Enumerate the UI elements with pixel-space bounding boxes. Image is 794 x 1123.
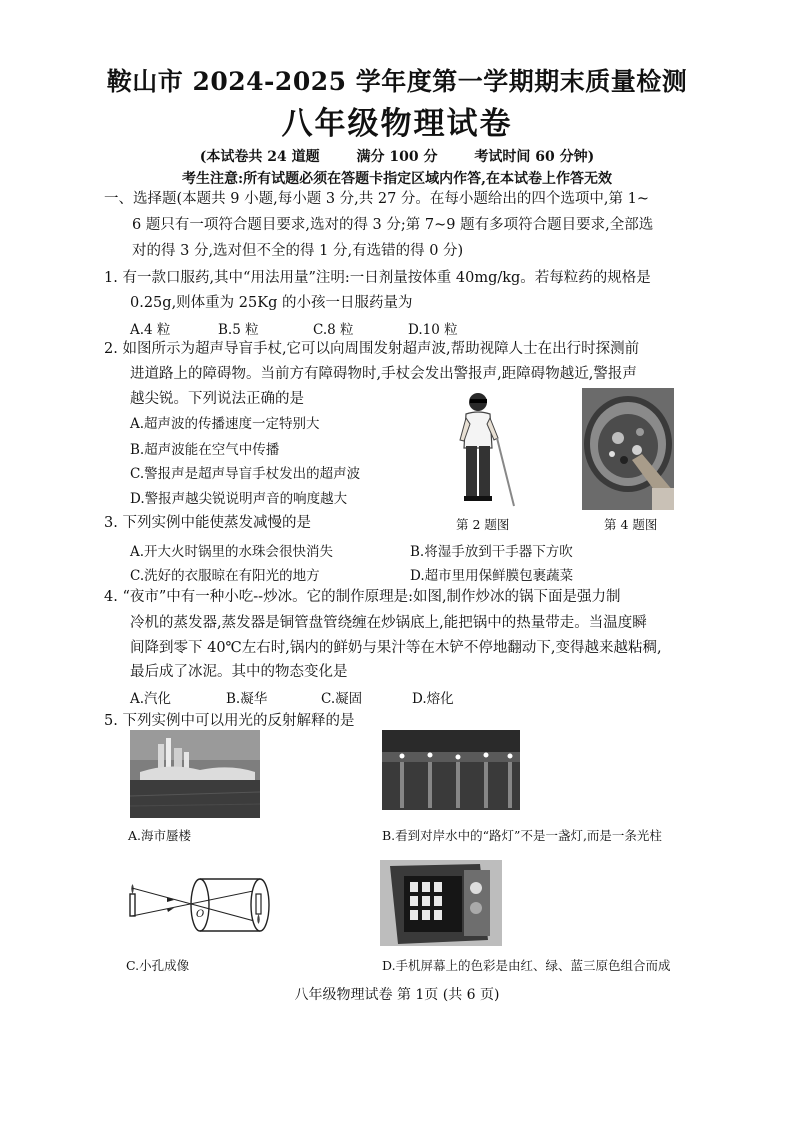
- q1-option-b: B.5 粒: [218, 322, 259, 338]
- q2-option-a: A.超声波的传播速度一定特别大: [130, 416, 320, 432]
- q4-option-a: A.汽化: [130, 691, 172, 707]
- exam-info: [0, 146, 794, 166]
- exam-subject-title: 八年级物理试卷: [281, 106, 513, 142]
- section1-line2: 6 题只有一项符合题目要求,选对的得 3 分;第 7~9 题有多项符合题目要求,全部选: [132, 217, 654, 233]
- q1-option-c: C.8 粒: [313, 322, 354, 338]
- q4-line1: 4. “夜市”中有一种小吃--炒冰。它的制作原理是:如图,制作炒冰的锅下面是强力制: [104, 589, 621, 605]
- q3-option-d: D.超市里用保鲜膜包裹蔬菜: [410, 568, 574, 584]
- exam-notice: 考生注意:所有试题必须在答题卡指定区域内作答,在本试卷上作答无效: [181, 171, 613, 187]
- q4-option-b: B.凝华: [226, 691, 268, 707]
- q4-option-d: D.熔化: [412, 691, 454, 707]
- section1-line3: 对的得 3 分,选对但不全的得 1 分,有选错的得 0 分): [132, 243, 464, 259]
- q1-option-a: A.4 粒: [130, 322, 171, 338]
- lamp-reflection-photo: [382, 730, 520, 810]
- q2-line1: 2. 如图所示为超声导盲手杖,它可以向周围发射超声波,帮助视障人士在出行时探测前: [104, 341, 640, 357]
- q3-stem: 3. 下列实例中能使蒸发减慢的是: [104, 515, 311, 531]
- q4-option-c: C.凝固: [321, 691, 363, 707]
- q2-option-d: D.警报声越尖锐说明声音的响度越大: [130, 491, 348, 507]
- pinhole-camera-diagram: [122, 872, 272, 942]
- q5-caption-b: B.看到对岸水中的“路灯”不是一盏灯,而是一条光柱: [382, 828, 662, 843]
- q1-option-d: D.10 粒: [408, 322, 458, 338]
- q5-stem: 5. 下列实例中可以用光的反射解释的是: [104, 713, 355, 729]
- q1-line1: 1. 有一款口服药,其中“用法用量”注明:一日剂量按体重 40mg/kg。若每粒药的规格是: [104, 270, 651, 286]
- fig2-caption: 第 2 题图: [456, 517, 510, 532]
- q4-line2: 冷机的蒸发器,蒸发器是铜管盘管绕缠在炒锅底上,能把锅中的热量带走。当温度瞬: [130, 615, 647, 631]
- q4-line3: 间降到零下 40℃左右时,锅内的鲜奶与果汁等在木铲不停地翻动下,变得越来越粘稠,: [130, 640, 662, 656]
- q2-line2: 进道路上的障碍物。当前方有障碍物时,手杖会发出警报声,距障碍物越近,警报声: [130, 366, 637, 382]
- fried-ice-pan-photo: [582, 388, 674, 510]
- exam-time: 考试时间 60 分钟): [474, 149, 595, 165]
- pinhole-label-o: O: [196, 909, 205, 920]
- q5-caption-d: D.手机屏幕上的色彩是由红、绿、蓝三原色组合而成: [382, 958, 671, 973]
- exam-header-title: 鞍山市 2024-2025 学年度第一学期期末质量检测: [106, 67, 688, 96]
- q3-option-c: C.洗好的衣服晾在有阳光的地方: [130, 568, 320, 584]
- full-score: 满分 100 分: [356, 149, 438, 165]
- q2-option-c: C.警报声是超声导盲手杖发出的超声波: [130, 466, 361, 482]
- q5-caption-a: A.海市蜃楼: [128, 828, 192, 843]
- blind-cane-figure: [448, 388, 516, 510]
- q3-option-b: B.将湿手放到干手器下方吹: [410, 544, 573, 560]
- q4-line4: 最后成了冰泥。其中的物态变化是: [130, 664, 348, 680]
- q3-option-a: A.开大火时锅里的水珠会很快消失: [130, 544, 334, 560]
- section1-line1: 一、选择题(本题共 9 小题,每小题 3 分,共 27 分。在每小题给出的四个选项中,第 1~: [104, 191, 650, 207]
- q2-option-b: B.超声波能在空气中传播: [130, 442, 280, 458]
- mirage-photo: [130, 730, 260, 818]
- question-count: (本试卷共 24 道题: [199, 149, 320, 165]
- page-footer: 八年级物理试卷 第 1页 (共 6 页): [294, 987, 500, 1003]
- q1-line2: 0.25g,则体重为 25Kg 的小孩一日服药量为: [130, 295, 413, 311]
- q2-line3: 越尖锐。下列说法正确的是: [130, 391, 304, 407]
- phone-screen-rgb-photo: [380, 860, 502, 946]
- fig4-caption: 第 4 题图: [604, 517, 658, 532]
- q5-caption-c: C.小孔成像: [126, 958, 190, 973]
